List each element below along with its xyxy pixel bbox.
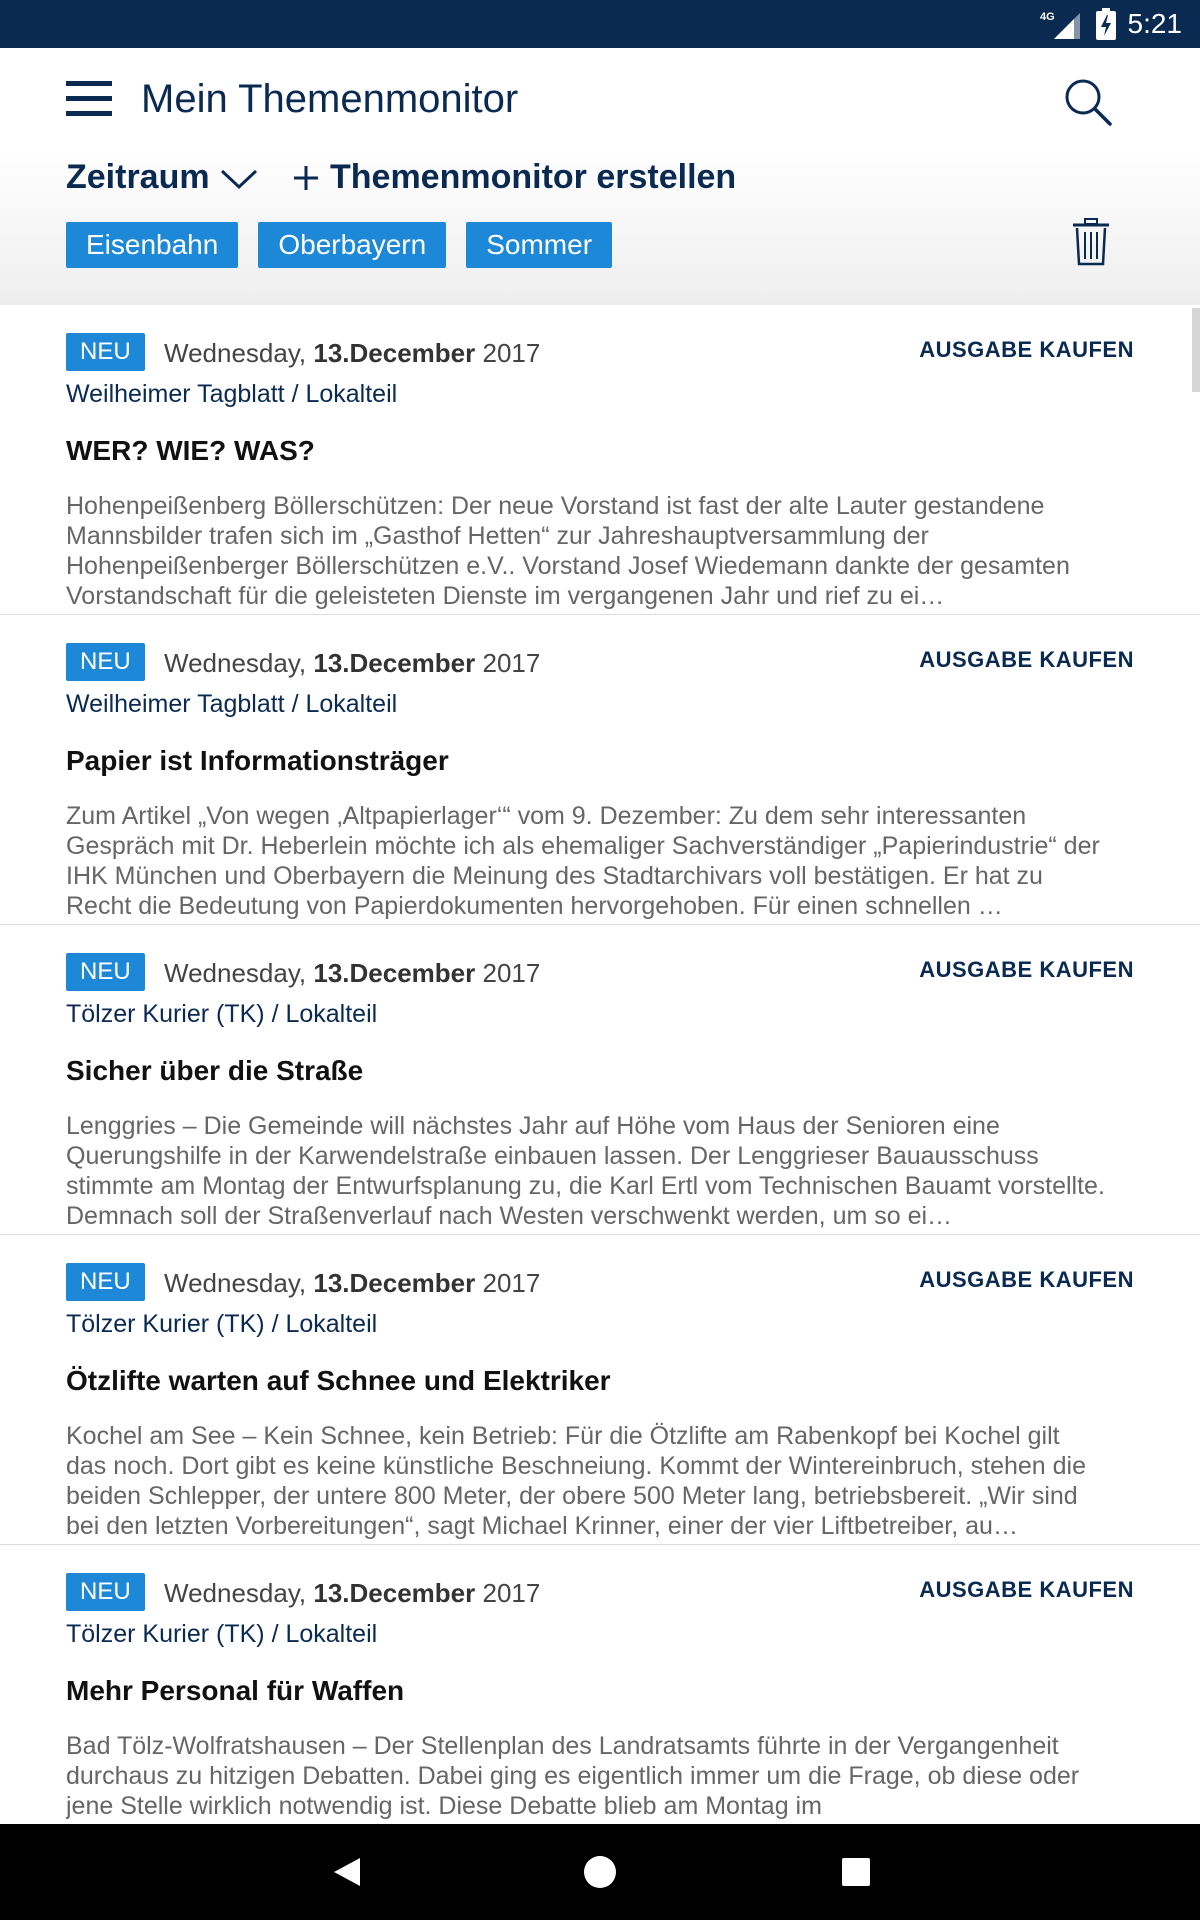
article-teaser: Lenggries – Die Gemeinde will nächstes Jahr auf Höhe vom Haus der Senioren eine Querungshilfe in der Karwendelstraße einbauen lassen. Der Lenggrieser Bauausschuss stimmte am Montag der Entwurfsplanung zu, die Karl Ertl vom Technischen Bauamt vorstellte. Demnach soll der Straßenverlauf nach Westen verschwenkt werden, um so ei… (66, 1112, 1105, 1230)
plus-icon (292, 164, 320, 192)
status-bar (0, 0, 1200, 48)
article-teaser: Bad Tölz-Wolfratshausen – Der Stellenplan des Landratsamts führte in der Vergangenheit durchaus zu hitzigen Debatten. Dabei ging es eigentlich immer um die Frage, ob diese oder jene Stelle wirklich notwendig ist. Diese Debatte blieb am Montag im (66, 1732, 1080, 1820)
buy-issue-button[interactable]: AUSGABE KAUFEN (919, 957, 1134, 982)
battery-charging-icon (1096, 8, 1116, 40)
buy-issue-button[interactable]: AUSGABE KAUFEN (919, 1577, 1134, 1602)
buy-issue-button[interactable]: AUSGABE KAUFEN (919, 647, 1134, 672)
article-headline[interactable]: Sicher über die Straße (66, 1055, 364, 1086)
article-teaser: Hohenpeißenberg Böllerschützen: Der neue Vorstand ist fast der alte Lauter gestandene Mannsbilder trafen sich im „Gasthof Hetten“ zur Jahreshauptversammlung der Hohenpeißenberger Böllerschützen e.V.. Vorstand Josef Wiedemann dankte der gesamten Vorstandschaft für die geleisteten Dienste im vergangenen Jahr und rief zu ei… (66, 492, 1070, 610)
article-date: Wednesday, 13.December 2017 (164, 338, 541, 368)
topic-chip[interactable]: Eisenbahn (66, 222, 238, 268)
article-teaser: Kochel am See – Kein Schnee, kein Betrieb: Für die Ötzlifte am Rabenkopf bei Kochel gilt das noch. Dort gibt es keine künstliche Beschneiung. Kommt der Wintereinbruch, stehen die beiden Schlepper, der untere 800 Meter, der obere 500 Meter lang, betriebsbereit. „Wir sind bei den letzten Vorbereitungen“, sagt Michael Krinner, einer der vier Liftbetreiber, au… (66, 1422, 1086, 1540)
create-monitor-label: Themenmonitor erstellen (330, 158, 737, 196)
article-teaser: Zum Artikel „Von wegen ‚Altpapierlager‘“ vom 9. Dezember: Zu dem sehr interessanten Gespräch mit Dr. Heberlein möchte ich als ehemaliger Sachverständiger „Papierindustrie“ der IHK München und Oberbayern die Meinung des Stadtarchivars voll bestätigen. Er hat zu Recht die Bedeutung von Papierdokumenten hervorgehoben. Für einen schnellen … (66, 802, 1100, 920)
recents-icon[interactable] (838, 1854, 874, 1890)
period-label: Zeitraum (66, 158, 210, 196)
topic-chip[interactable]: Sommer (466, 222, 612, 268)
back-icon[interactable] (328, 1854, 364, 1890)
article-list (0, 305, 1200, 1855)
article-source[interactable]: Tölzer Kurier (TK) / Lokalteil (66, 1620, 378, 1648)
system-nav-bar (0, 1824, 1200, 1920)
article-date: Wednesday, 13.December 2017 (164, 648, 541, 678)
trash-icon[interactable] (1072, 218, 1110, 266)
article-date: Wednesday, 13.December 2017 (164, 1578, 541, 1608)
new-badge: NEU (66, 953, 145, 991)
period-dropdown[interactable] (66, 152, 258, 202)
article-headline[interactable]: Mehr Personal für Waffen (66, 1675, 405, 1706)
new-badge: NEU (66, 1263, 145, 1301)
chevron-down-icon (220, 168, 258, 190)
article-card[interactable] (0, 1545, 1200, 1855)
topic-chip[interactable]: Oberbayern (258, 222, 446, 268)
app-header (0, 48, 1200, 305)
article-source[interactable]: Weilheimer Tagblatt / Lokalteil (66, 380, 398, 408)
new-badge: NEU (66, 1573, 145, 1611)
article-card[interactable] (0, 1235, 1200, 1545)
home-icon[interactable] (582, 1854, 618, 1890)
page-title: Mein Themenmonitor (141, 77, 519, 121)
signal-4g-icon (1040, 9, 1080, 39)
article-card[interactable] (0, 305, 1200, 615)
new-badge: NEU (66, 333, 145, 371)
article-source[interactable]: Tölzer Kurier (TK) / Lokalteil (66, 1000, 378, 1028)
buy-issue-button[interactable]: AUSGABE KAUFEN (919, 1267, 1134, 1292)
new-badge: NEU (66, 643, 145, 681)
article-headline[interactable]: Papier ist Informationsträger (66, 745, 449, 776)
article-date: Wednesday, 13.December 2017 (164, 1268, 541, 1298)
topic-chips (66, 222, 612, 268)
article-date: Wednesday, 13.December 2017 (164, 958, 541, 988)
clock: 5:21 (1127, 8, 1182, 39)
article-card[interactable] (0, 925, 1200, 1235)
article-headline[interactable]: WER? WIE? WAS? (66, 435, 315, 466)
buy-issue-button[interactable]: AUSGABE KAUFEN (919, 337, 1134, 362)
article-source[interactable]: Tölzer Kurier (TK) / Lokalteil (66, 1310, 378, 1338)
svg-text:4G: 4G (1040, 11, 1055, 23)
search-icon[interactable] (1062, 76, 1114, 128)
article-headline[interactable]: Ötzlifte warten auf Schnee und Elektriker (66, 1365, 611, 1396)
scrollbar[interactable] (1192, 308, 1200, 392)
menu-icon[interactable] (66, 81, 112, 117)
article-card[interactable] (0, 615, 1200, 925)
article-source[interactable]: Weilheimer Tagblatt / Lokalteil (66, 690, 398, 718)
create-monitor-button[interactable] (292, 152, 736, 202)
